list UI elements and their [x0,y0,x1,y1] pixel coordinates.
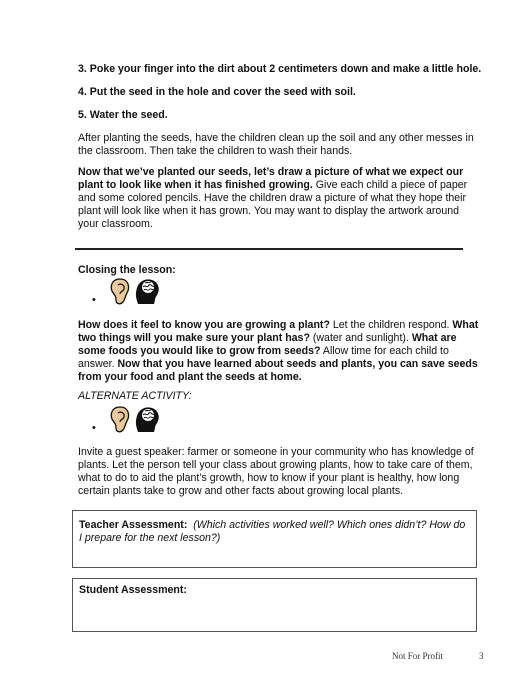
closing-icons [108,276,160,306]
teacher-assessment-box[interactable] [72,510,477,568]
ear-icon [108,276,160,306]
draw-paragraph-text: Give each child a piece of paper and some colored pencils. Have the children draw a picture of what they hope their plant will look like when it has grown. You may want to display the artwork around your classroom. [78,179,468,230]
closing-q3-text: Allow time for each child to answer. [78,345,449,370]
page-number: 3 [479,651,484,661]
section-divider [75,248,463,250]
closing-bullet: • [92,294,96,306]
after-planting-paragraph: After planting the seeds, have the children clean up the soil and any other messes in the classroom. Then take the children to wash their hands. [78,132,474,157]
teacher-assessment-text [79,519,469,545]
alternate-icons [108,404,160,434]
closing-paragraph [78,319,480,384]
head-brain-icon [136,407,159,432]
step-4: 4. Put the seed in the hole and cover the seed with soil. [78,86,356,98]
teacher-assessment-prompt: (Which activities worked well? Which ones didn’t? How do I prepare for the next lesson?) [79,519,466,544]
alternate-paragraph: Invite a guest speaker: farmer or someone in your community who has knowledge of plants. Let the person tell your class about growing plants, how to take care of them, what to do to aid the plant’s growth, how to know if your plant is healthy, how long certain plants take to grow and other facts about growing local plants. [78,446,474,497]
step-5: 5. Water the seed. [78,109,168,121]
draw-paragraph [78,166,480,231]
closing-q3: What are some foods you would like to grow from seeds? [78,332,457,357]
closing-q2: What two things will you make sure your plant has? [78,319,479,344]
alternate-bullet: • [92,422,96,434]
closing-q4: Now that you have learned about seeds and plants, you can save seeds from your food and plant the seeds at home. [78,358,478,383]
ear-icon [108,404,160,434]
closing-heading: Closing the lesson: [78,264,176,276]
footer-note: Not For Profit [392,651,444,661]
alternate-heading: ALTERNATE ACTIVITY: [78,390,192,402]
draw-paragraph-bold: Now that we’ve planted our seeds, let’s draw a picture of what we expect our plant to look like when it has finished growing. [78,166,464,191]
closing-q1-text: Let the children respond. [329,319,453,331]
closing-q2-text: (water and sunlight). [309,332,412,344]
student-assessment-box[interactable] [72,578,477,632]
step-3: 3. Poke your finger into the dirt about 2 centimeters down and make a little hole. [78,63,482,75]
closing-q1: How does it feel to know you are growing a plant? [78,319,330,331]
teacher-assessment-label: Teacher Assessment: [79,519,188,531]
student-assessment-label: Student Assessment: [79,584,187,596]
head-brain-icon [136,279,159,304]
